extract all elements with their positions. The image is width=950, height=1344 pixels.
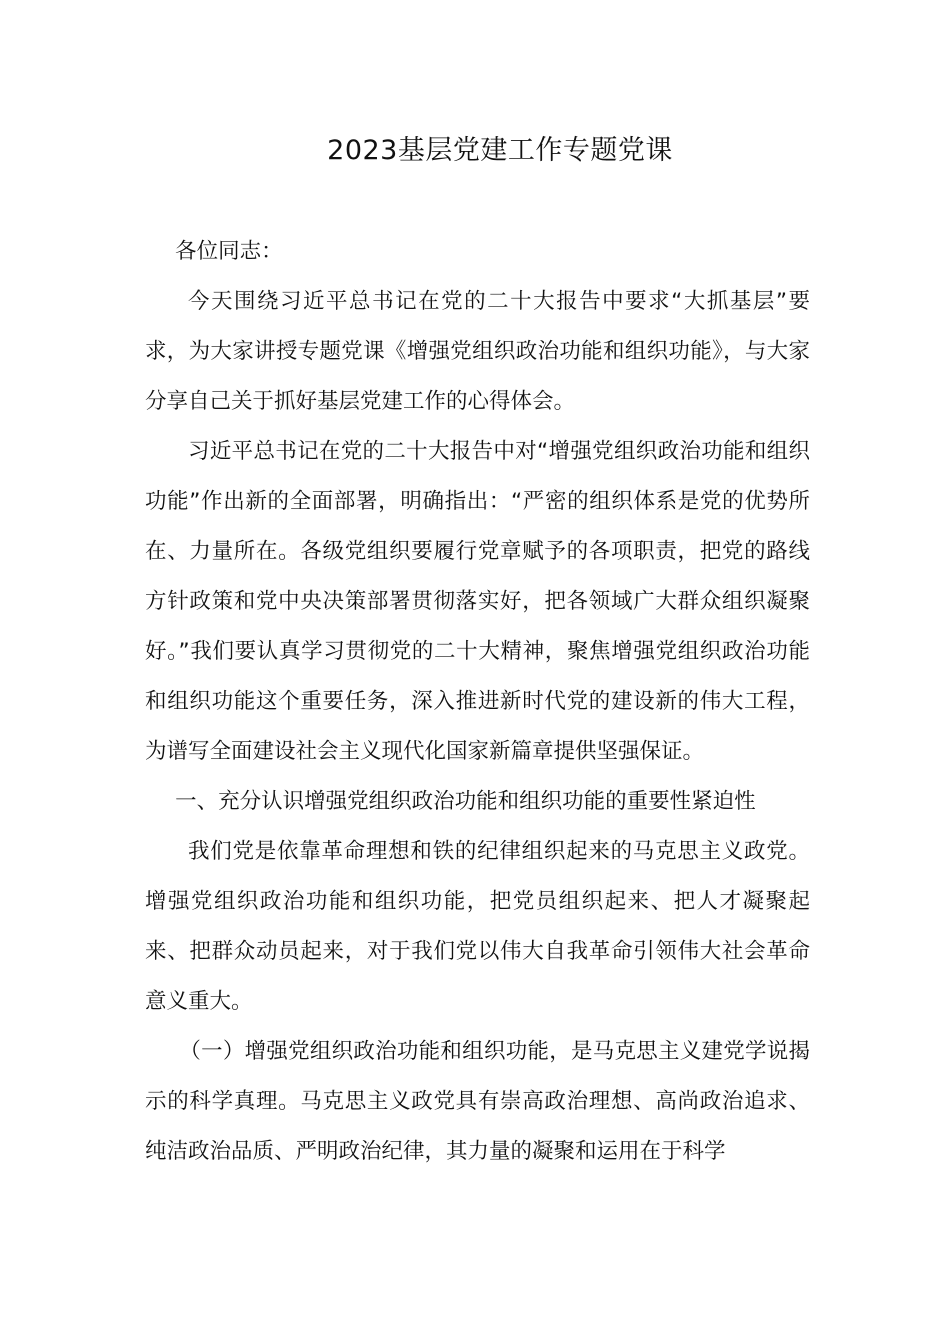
subsection-paragraph: （一）增强党组织政治功能和组织功能，是马克思主义建党学说揭示的科学真理。马克思主义政党具有崇高政治理想、高尚政治追求、纯洁政治品质、严明政治纪律，其力量的凝聚和运用在于科学	[145, 1039, 810, 1164]
greeting: 各位同志：	[175, 239, 283, 264]
section-heading: 一、充分认识增强党组织政治功能和组织功能的重要性紧迫性	[175, 789, 756, 814]
quote-paragraph: 习近平总书记在党的二十大报告中对“增强党组织政治功能和组织功能”作出新的全面部署，明确指出：“严密的组织体系是党的优势所在、力量所在。各级党组织要履行党章赋予的各项职责，把党的路线方针政策和党中央决策部署贯彻落实好，把各领域广大群众组织凝聚好。”我们要认真学习贯彻党的二十大精神，聚焦增强党组织政治功能和组织功能这个重要任务，深入推进新时代党的建设新的伟大工程，为谱写全面建设社会主义现代化国家新篇章提供坚强保证。	[145, 439, 810, 764]
intro-paragraph: 今天围绕习近平总书记在党的二十大报告中要求“大抓基层”要求，为大家讲授专题党课《增强党组织政治功能和组织功能》，与大家分享自己关于抓好基层党建工作的心得体会。	[145, 289, 810, 414]
document-body	[145, 227, 810, 1177]
document-title: 2023基层党建工作专题党课	[327, 135, 673, 166]
section-paragraph: 我们党是依靠革命理想和铁的纪律组织起来的马克思主义政党。增强党组织政治功能和组织功能，把党员组织起来、把人才凝聚起来、把群众动员起来，对于我们党以伟大自我革命引领伟大社会革命意义重大。	[145, 839, 810, 1014]
